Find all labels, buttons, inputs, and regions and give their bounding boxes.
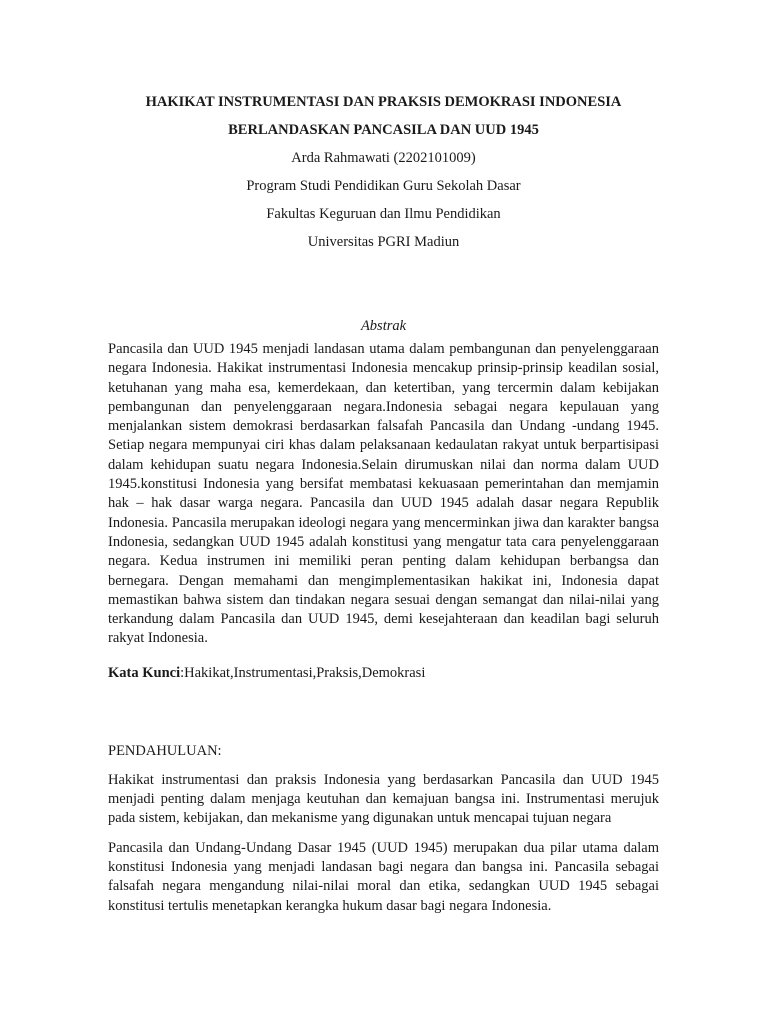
keywords-label: Kata Kunci	[108, 664, 181, 681]
keywords-value: :Hakikat,Instrumentasi,Praksis,Demokrasi	[180, 664, 426, 681]
author-university: Universitas PGRI Madiun	[307, 234, 460, 250]
section-heading-introduction: PENDAHULUAN:	[108, 742, 222, 759]
introduction-paragraph: Pancasila dan Undang-Undang Dasar 1945 (UUD 1945) merupakan dua pilar utama dalam konstitusi Indonesia yang menjadi landasan bagi negara dan bangsa ini. Pancasila sebagai falsafah negara mengandung nilai-nilai moral dan etika, sedangkan UUD 1945 sebagai konstitusi tertulis menetapkan kerangka hukum dasar bagi negara Indonesia.	[108, 839, 659, 914]
author-faculty: Fakultas Keguruan dan Ilmu Pendidikan	[266, 206, 501, 222]
page-content	[108, 92, 659, 916]
author-program: Program Studi Pendidikan Guru Sekolah Dasar	[246, 178, 521, 194]
author-name: Arda Rahmawati (2202101009)	[291, 150, 476, 166]
paper-title-line-1: HAKIKAT INSTRUMENTASI DAN PRAKSIS DEMOKRASI INDONESIA	[145, 94, 622, 110]
introduction-paragraph: Hakikat instrumentasi dan praksis Indonesia yang berdasarkan Pancasila dan UUD 1945 menjadi penting dalam menjaga keutuhan dan kemajuan bangsa ini. Instrumentasi merujuk pada sistem, kebijakan, dan mekanisme yang digunakan untuk mencapai tujuan negara	[108, 771, 659, 827]
abstract-body: Pancasila dan UUD 1945 menjadi landasan utama dalam pembangunan dan penyelenggaraan negara Indonesia. Hakikat instrumentasi Indonesia mencakup prinsip-prinsip keadilan sosial, ketuhanan yang maha esa, kemerdekaan, dan ketertiban, yang tercermin dalam kebijakan pembangunan dan penyelenggaraan negara.Indonesia sebagai negara kepulauan yang menjalankan sistem demokrasi berdasarkan falsafah Pancasila dan Undang -undang 1945. Setiap negara mempunyai ciri khas dalam pelaksanaan kedaulatan rakyat untuk berpartisipasi dalam kehidupan suatu negara Indonesia.Selain dirumuskan nilai dan norma dalam UUD 1945.konstitusi Indonesia yang bersifat membatasi kekuasaan pemerintahan dan memjamin hak – hak dasar warga negara. Pancasila dan UUD 1945 adalah dasar negara Republik Indonesia. Pancasila merupakan ideologi negara yang mencerminkan jiwa dan karakter bangsa Indonesia, sedangkan UUD 1945 adalah konstitusi yang mengatur tata cara penyelenggaraan negara. Kedua instrumen ini memiliki peran penting dalam kehidupan berbangsa dan bernegara. Dengan memahami dan mengimplementasikan hakikat ini, Indonesia dapat memastikan bahwa sistem dan tindakan negara sesuai dengan semangat dan nilai-nilai yang terkandung dalam Pancasila dan UUD 1945, demi kesejahteraan dan keadilan bagi seluruh rakyat Indonesia.	[108, 341, 659, 647]
keywords	[108, 663, 659, 683]
abstract-heading: Abstrak	[360, 318, 407, 334]
paper-title-line-2: BERLANDASKAN PANCASILA DAN UUD 1945	[228, 122, 539, 138]
